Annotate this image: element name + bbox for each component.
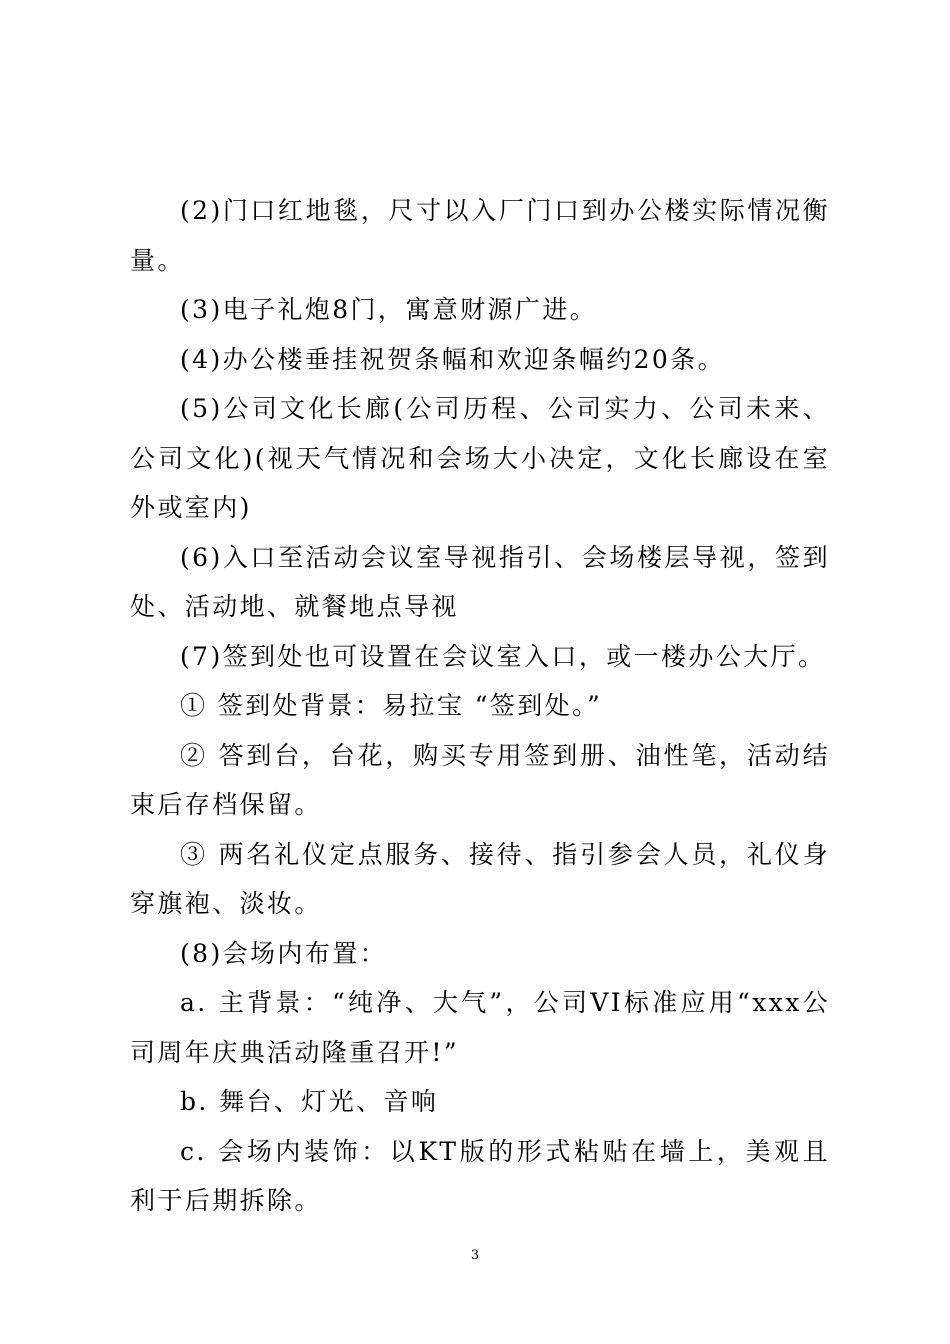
paragraph-signin-location: (7)签到处也可设置在会议室入口，或一楼办公大厅。	[180, 641, 826, 671]
paragraph-culture-corridor: (5)公司文化长廊(公司历程、公司实力、公司未来、公司文化)(视天气情况和会场大小决定，文化长廊设在室外或室内)	[130, 394, 830, 522]
paragraph-red-carpet: (2)门口红地毯，尺寸以入厂门口到办公楼实际情况衡量。	[130, 196, 830, 275]
paragraph-signin-backdrop: ① 签到处背景：易拉宝 “签到处。”	[180, 691, 603, 720]
paragraph-etiquette-staff: ③ 两名礼仪定点服务、接待、指引参会人员，礼仪身穿旗袍、淡妆。	[130, 839, 830, 918]
paragraph-main-backdrop: a. 主背景：“纯净、大气”，公司VI标准应用“xxx公司周年庆典活动隆重召开!”	[130, 988, 830, 1067]
paragraph-salute-cannons: (3)电子礼炮8门，寓意财源广进。	[180, 295, 598, 324]
body-text	[130, 186, 830, 1226]
paragraph-decoration: c. 会场内装饰：以KT版的形式粘贴在墙上，美观且利于后期拆除。	[130, 1136, 830, 1215]
paragraph-banners: (4)办公楼垂挂祝贺条幅和欢迎条幅约20条。	[180, 344, 726, 374]
page-number: 3	[470, 1248, 480, 1263]
paragraph-signage: (6)入口至活动会议室导视指引、会场楼层导视，签到处、活动地、就餐地点导视	[130, 542, 830, 621]
paragraph-stage: b. 舞台、灯光、音响	[180, 1087, 439, 1116]
paragraph-signin-desk: ② 答到台，台花，购买专用签到册、油性笔，活动结束后存档保留。	[130, 740, 830, 819]
paragraph-venue-layout: (8)会场内布置：	[180, 938, 388, 968]
